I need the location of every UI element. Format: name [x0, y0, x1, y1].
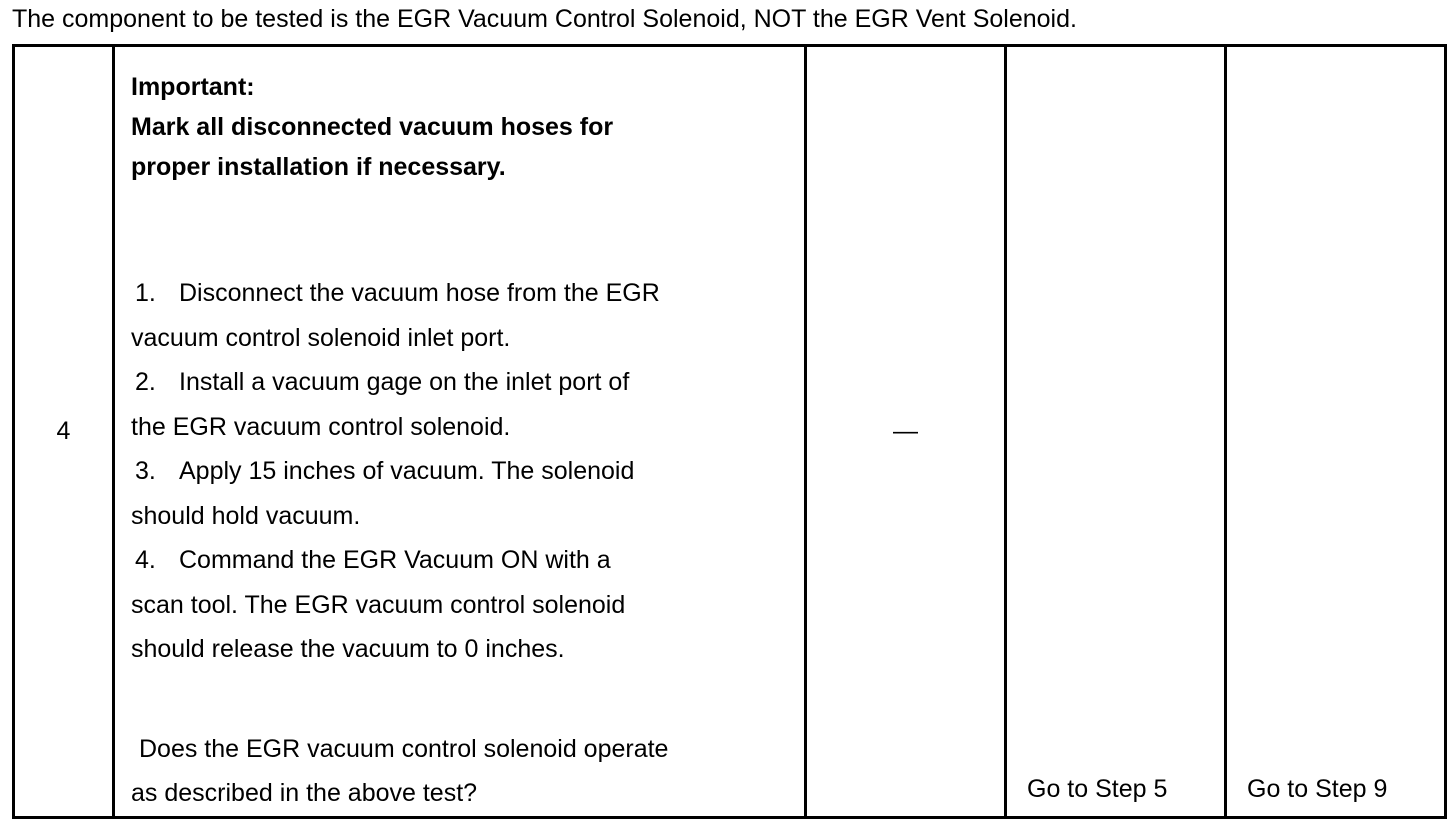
value-dash: —	[893, 416, 918, 445]
step-number-cell	[14, 46, 114, 818]
step-item-number: 3.	[135, 457, 156, 485]
question-line-2: as described in the above test?	[131, 779, 478, 807]
procedure-steps	[131, 271, 788, 672]
step-item-number: 1.	[135, 279, 156, 307]
table-row	[14, 46, 1446, 818]
yes-cell	[1006, 46, 1226, 818]
important-title: Important:	[131, 73, 255, 101]
no-cell	[1226, 46, 1446, 818]
step-item-text-continued: vacuum control solenoid inlet port.	[131, 323, 511, 352]
action-cell	[114, 46, 806, 818]
list-item	[131, 538, 788, 672]
step-item-text-continued: should hold vacuum.	[131, 501, 361, 530]
step-item-text-continued: the EGR vacuum control solenoid.	[131, 412, 511, 441]
list-item	[131, 271, 788, 360]
step-number: 4	[56, 416, 71, 445]
step-item-text: Install a vacuum gage on the inlet port of	[179, 368, 630, 396]
test-question	[131, 727, 788, 816]
step-item-text: Command the EGR Vacuum ON with a	[179, 546, 611, 574]
step-item-text-continued: scan tool. The EGR vacuum control solenoid should release the vacuum to 0 inches.	[131, 590, 626, 663]
step-item-text: Disconnect the vacuum hose from the EGR	[179, 279, 660, 307]
question-line-1: Does the EGR vacuum control solenoid operate	[139, 734, 669, 763]
step-item-number: 2.	[135, 368, 156, 396]
important-notice	[131, 67, 788, 187]
go-to-step-yes: Go to Step 5	[1027, 774, 1168, 803]
list-item	[131, 449, 788, 538]
top-note: The component to be tested is the EGR Vacuum Control Solenoid, NOT the EGR Vent Solenoid.	[12, 5, 1077, 33]
step-item-text: Apply 15 inches of vacuum. The solenoid	[179, 457, 635, 485]
step-item-number: 4.	[135, 546, 156, 574]
important-text: Mark all disconnected vacuum hoses for proper installation if necessary.	[131, 113, 614, 181]
go-to-step-no: Go to Step 9	[1247, 774, 1388, 803]
diagnostic-table	[12, 44, 1447, 819]
list-item	[131, 360, 788, 449]
value-cell	[806, 46, 1006, 818]
